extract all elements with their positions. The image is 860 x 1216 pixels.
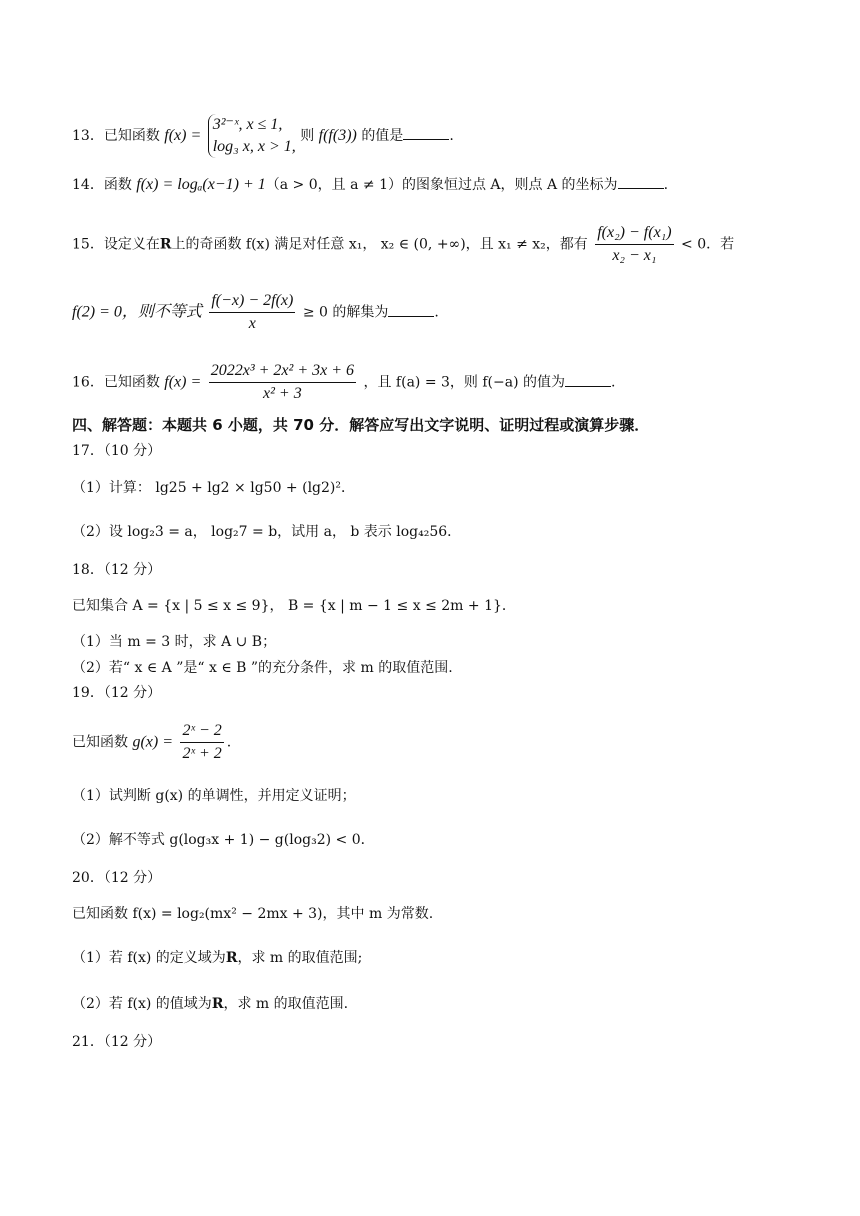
question-13: 13．已知函数 f(x) = 3²⁻ˣ, x ≤ 1, log₃ x, x > 1, 则 f(f(3)) 的值是 . <box>72 114 454 158</box>
fraction-inequality: $\frac{f(-x) - 2f(x)}{x}$ <box>211 292 294 332</box>
question-19-part2: （2）解不等式 g(log₃x + 1) − g(log₃2) < 0． <box>72 832 375 848</box>
question-17-head: 17．（10 分） <box>72 443 162 459</box>
question-18-head: 18．（12 分） <box>72 562 162 578</box>
question-18-stem: 已知集合 A = {x | 5 ≤ x ≤ 9}， B = {x | m − 1 ≤ x ≤ 2m + 1}． <box>72 598 516 614</box>
piecewise-brace: 3²⁻ˣ, x ≤ 1, log₃ x, x > 1, <box>208 114 296 158</box>
question-20-head: 20．（12 分） <box>72 870 162 886</box>
question-17-part1: （1）计算： lg25 + lg2 × lg50 + (lg2)²． <box>72 480 355 496</box>
answer-blank[interactable] <box>618 174 664 189</box>
question-14: 14．函数 f(x) = logₐ(x−1) + 1（a > 0，且 a ≠ 1）的图象恒过点 A，则点 A 的坐标为 . <box>72 176 669 193</box>
section-heading: 四、解答题：本题共 6 小题，共 70 分．解答应写出文字说明、证明过程或演算步骤． <box>72 416 650 434</box>
question-20-part1: （1）若 f(x) 的定义域为R，求 m 的取值范围; <box>72 950 363 966</box>
question-19-part1: （1）试判断 g(x) 的单调性，并用定义证明； <box>72 788 356 804</box>
question-17-part2: （2）设 log₂3 = a， log₂7 = b，试用 a， b 表示 log₄₂56． <box>72 524 462 540</box>
answer-blank[interactable] <box>388 302 434 317</box>
fraction-difference-quotient: $\frac{\text{f(x₂) − f(x₁)}}{\text{x₂ − x₁}}$ <box>597 224 672 264</box>
question-19-head: 19．（12 分） <box>72 685 162 701</box>
question-18-part1: （1）当 m = 3 时，求 A ∪ B； <box>72 634 277 650</box>
question-20-stem: 已知函数 f(x) = log₂(mx² − 2mx + 3)，其中 m 为常数. <box>72 906 434 922</box>
question-16: 16．已知函数 f(x) = $\frac{\text{2022x³ + 2x² + 3x + 6}}{\text{x² + 3}}$ ，且 f(a) = 3，则 f(−a) 的值为 . <box>72 360 615 405</box>
answer-blank[interactable] <box>403 125 449 140</box>
question-18-part2: （2）若“ x ∈ A ”是“ x ∈ B ”的充分条件，求 m 的取值范围. <box>72 660 453 676</box>
question-15: 15．设定义在R上的奇函数 f(x) 满足对任意 x₁， x₂ ∈ (0, +∞)，且 x₁ ≠ x₂，都有 $\frac{\text{f(x₂) − f(x₁)}}{\text{x₂ − x₁}}$ < 0．若 <box>72 222 734 267</box>
answer-blank[interactable] <box>565 372 611 387</box>
fraction-function: $\frac{\text{2022x³ + 2x² + 3x + 6}}{\text{x² + 3}}$ <box>210 362 355 402</box>
fraction-g: $\frac{\text{2ˣ − 2}}{\text{2ˣ + 2}}$ <box>182 722 222 762</box>
question-15-cont: f(2) = 0，则不等式 $\frac{f(-x) - 2f(x)}{x}$ ≥ 0 的解集为 . <box>72 290 439 335</box>
question-19-stem: 已知函数 g(x) = $\frac{\text{2ˣ − 2}}{\text{2ˣ + 2}}$ . <box>72 720 231 765</box>
question-21-head: 21．（12 分） <box>72 1034 162 1050</box>
question-20-part2: （2）若 f(x) 的值域为R，求 m 的取值范围. <box>72 996 349 1012</box>
